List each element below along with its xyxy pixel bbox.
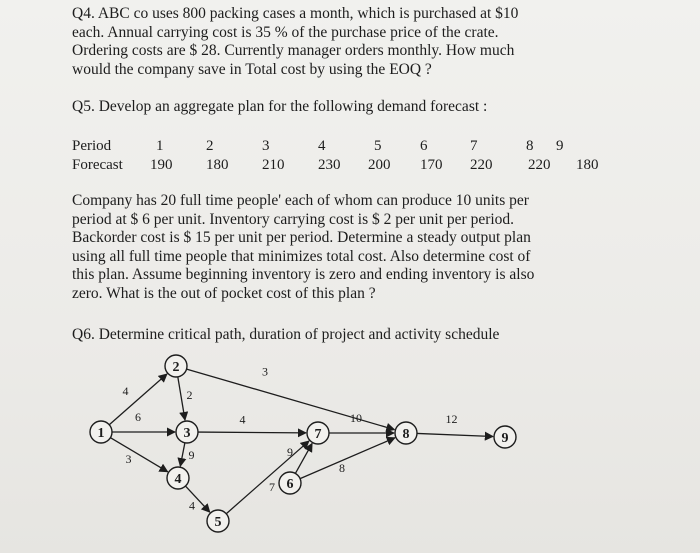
forecast-cell: 230 [318, 157, 341, 173]
forecast-cell: 210 [262, 157, 285, 173]
forecast-cell: 220 [528, 157, 551, 173]
q4-line-2: each. Annual carrying cost is 35 % of the purchase price of the crate. [72, 23, 499, 41]
period-cell: 2 [206, 138, 214, 154]
node-label: 8 [402, 427, 410, 442]
node-label: 4 [174, 472, 182, 487]
edge-duration-label: 8 [339, 461, 345, 475]
q5-title: Q5. Develop an aggregate plan for the following demand forecast : [72, 98, 488, 115]
edge-duration-label: 9 [287, 445, 293, 459]
period-cell: 4 [318, 138, 326, 154]
node-4 [167, 467, 189, 489]
edge-duration-label: 4 [239, 412, 246, 427]
edge-8-9 [417, 433, 493, 436]
q4-line-3: Ordering costs are $ 28. Currently manager orders monthly. How much [72, 42, 515, 59]
forecast-cell: 200 [368, 157, 391, 173]
q4-line-4: would the company save in Total cost by using the EOQ ? [72, 60, 432, 78]
forecast-label: Forecast [72, 157, 123, 173]
period-cell: 6 [420, 138, 428, 154]
edge-duration-label: 2 [186, 388, 193, 402]
node-label: 2 [172, 360, 180, 375]
node-8 [395, 422, 417, 444]
q5-body-line: Company has 20 full time people' each of whom can produce 10 units per [72, 192, 529, 209]
edge-1-4 [110, 438, 167, 472]
edge-duration-label: 4 [122, 384, 129, 398]
edge-duration-label: 10 [350, 411, 362, 425]
node-label: 5 [214, 515, 222, 530]
edge-duration-label: 7 [269, 480, 275, 494]
edge-duration-label: 6 [135, 410, 141, 424]
q5-body-line: period at $ 6 per unit. Inventory carrying cost is $ 2 per unit per period. [72, 210, 515, 228]
edge-2-8 [187, 369, 395, 430]
q5-body-line: using all full time people that minimizes total cost. Also determine cost of [72, 247, 531, 265]
edge-2-3 [178, 377, 185, 420]
node-5 [207, 510, 229, 532]
node-1 [90, 421, 112, 443]
q5-body-line: zero. What is the out of pocket cost of this plan ? [72, 284, 376, 302]
forecast-cell: 190 [150, 157, 173, 173]
node-9 [494, 426, 516, 448]
edge-duration-label: 3 [125, 452, 132, 466]
q6-title: Q6. Determine critical path, duration of project and activity schedule [72, 326, 500, 343]
forecast-cell: 170 [420, 157, 443, 173]
period-cell: 1 [156, 138, 164, 154]
period-cell: 7 [470, 138, 478, 154]
node-label: 9 [501, 431, 509, 446]
node-label: 6 [286, 477, 294, 492]
period-cell: 8 [526, 138, 534, 154]
edge-3-4 [180, 443, 185, 466]
forecast-cell: 180 [576, 157, 599, 173]
node-label: 1 [97, 426, 105, 441]
node-7 [307, 422, 329, 444]
q5-body-line: Backorder cost is $ 15 per unit per period. Determine a steady output plan [72, 229, 531, 246]
period-cell: 3 [262, 138, 270, 154]
period-cell: 5 [374, 138, 382, 154]
node-label: 7 [314, 427, 322, 442]
forecast-cell: 220 [470, 157, 493, 173]
period-label: Period [72, 138, 112, 154]
edge-6-7 [295, 443, 312, 473]
edge-duration-label: 3 [262, 364, 268, 379]
edge-duration-label: 4 [189, 498, 195, 513]
period-cell: 9 [556, 138, 564, 154]
node-label: 3 [183, 426, 191, 441]
edge-3-7 [198, 432, 306, 433]
node-3 [176, 421, 198, 443]
edge-duration-label: 9 [188, 448, 195, 462]
edge-duration-label: 12 [445, 412, 458, 426]
q4-line-1: Q4. ABC co uses 800 packing cases a month, which is purchased at $10 [72, 5, 519, 22]
node-2 [165, 355, 187, 377]
node-6 [279, 472, 301, 494]
forecast-cell: 180 [206, 157, 229, 173]
q5-body-line: this plan. Assume beginning inventory is zero and ending inventory is also [72, 266, 535, 283]
